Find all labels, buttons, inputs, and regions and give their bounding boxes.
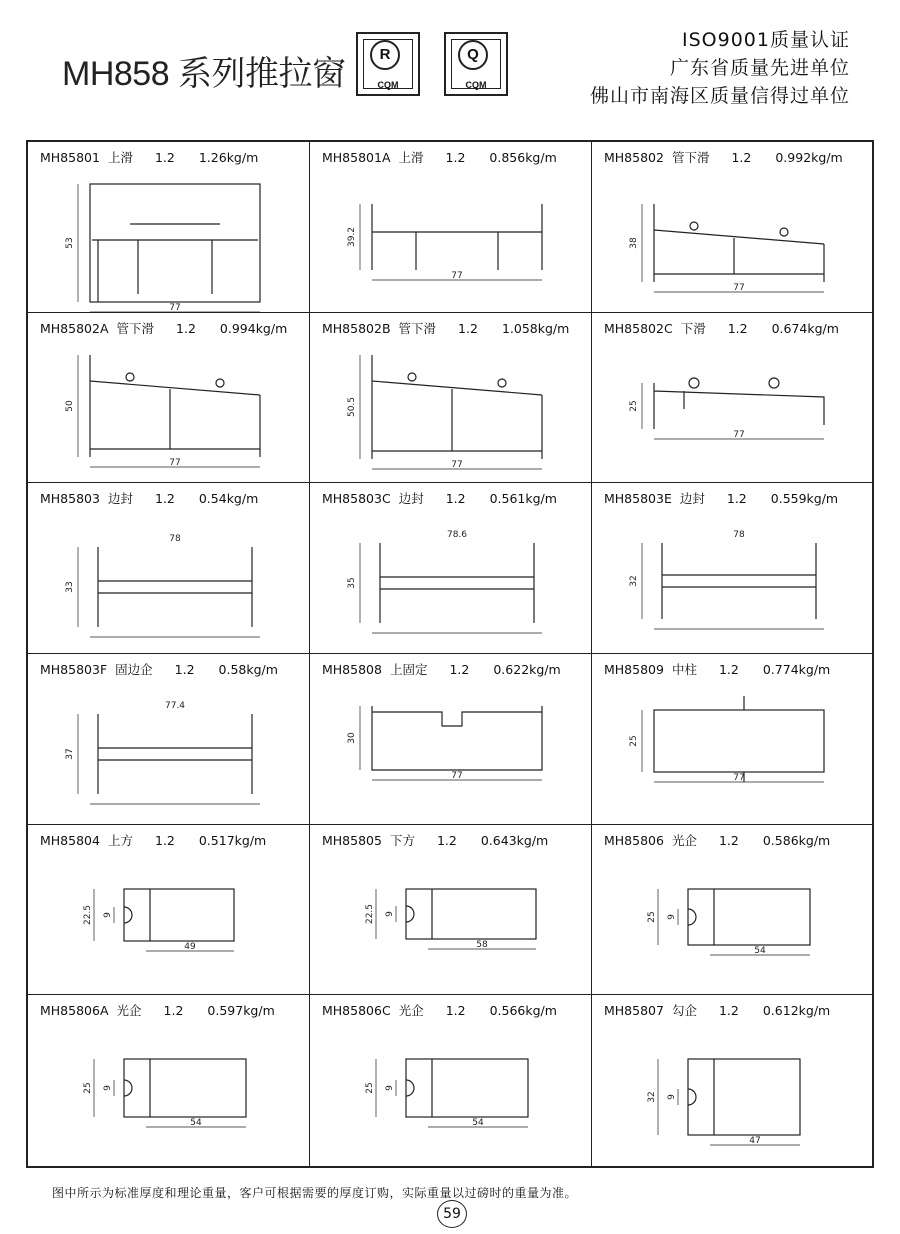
profile-thickness: 1.2 <box>458 320 478 336</box>
profile-code: MH85802B <box>322 320 391 336</box>
profile-name: 上滑 <box>398 150 424 165</box>
profile-name: 固边企 <box>115 662 153 677</box>
height-dimension: 25 <box>647 910 657 923</box>
height-dimension: 35 <box>347 577 357 590</box>
profile-caption <box>322 489 591 507</box>
profile-caption <box>40 489 309 507</box>
width-dimension: 77 <box>169 457 181 468</box>
profile-thickness: 1.2 <box>445 150 466 165</box>
profile-thickness: 1.2 <box>163 1003 184 1019</box>
width-dimension: 77.4 <box>164 701 186 711</box>
profile-drawing <box>406 889 536 939</box>
profile-weight: 0.994kg/m <box>219 320 288 336</box>
height-dimension: 25 <box>83 1082 93 1095</box>
profile-weight: 0.561kg/m <box>489 491 557 507</box>
profile-code: MH85802A <box>40 320 109 336</box>
profile-caption <box>40 319 309 337</box>
profile-code: MH85803C <box>322 491 391 507</box>
profile-cell <box>592 483 872 654</box>
profile-thickness: 1.2 <box>449 662 470 677</box>
width-dimension: 77 <box>451 271 463 281</box>
profile-section-drawing <box>592 166 872 312</box>
profile-weight: 0.597kg/m <box>207 1003 275 1019</box>
width-dimension: 77 <box>451 459 463 470</box>
profile-code: MH85809 <box>604 662 664 677</box>
height-dimension: 25 <box>365 1082 375 1095</box>
profile-weight: 0.566kg/m <box>489 1003 557 1019</box>
profile-weight: 0.622kg/m <box>493 662 561 677</box>
profile-section-drawing <box>28 166 310 312</box>
profile-cell <box>592 142 872 313</box>
profile-section-drawing <box>28 507 310 653</box>
profile-section-drawing <box>592 507 872 653</box>
profile-weight: 1.26kg/m <box>198 150 259 165</box>
cert-line: 佛山市南海区质量信得过单位 <box>589 85 850 107</box>
profile-section-drawing <box>310 166 592 312</box>
profile-section-drawing <box>28 678 310 824</box>
profile-code: MH85803 <box>40 491 100 507</box>
width-dimension: 54 <box>472 1118 484 1129</box>
profile-code: MH85804 <box>40 832 100 848</box>
page-number: 59 <box>437 1200 467 1228</box>
profile-caption <box>604 148 872 166</box>
width-dimension: 77 <box>169 303 181 312</box>
width-dimension: 49 <box>184 941 196 952</box>
profile-caption <box>40 831 309 849</box>
profile-weight: 0.612kg/m <box>762 1003 831 1019</box>
profile-drawing <box>654 204 824 282</box>
width-dimension: 58 <box>476 939 488 950</box>
profile-drawing <box>98 714 252 794</box>
profile-weight: 0.559kg/m <box>770 491 839 507</box>
profile-weight: 1.058kg/m <box>501 320 570 336</box>
height-dimension: 25 <box>629 399 639 412</box>
profile-caption <box>322 660 591 678</box>
profile-name: 上固定 <box>389 662 428 677</box>
profile-name: 下滑 <box>680 320 706 336</box>
profile-code: MH85806A <box>40 1003 109 1019</box>
profile-drawing <box>688 889 810 945</box>
profile-name: 光企 <box>398 1003 424 1019</box>
profile-drawing <box>372 355 542 459</box>
profile-cell <box>28 142 310 313</box>
profile-cell <box>310 995 592 1166</box>
profile-drawing <box>688 1059 800 1135</box>
profile-caption <box>322 319 591 337</box>
profile-drawing <box>124 1059 246 1117</box>
profile-caption <box>604 831 872 849</box>
height-dimension: 53 <box>65 237 75 249</box>
profile-cell <box>592 654 872 825</box>
profile-caption <box>322 831 591 849</box>
width-dimension: 77 <box>733 773 745 783</box>
profile-caption <box>322 148 591 166</box>
width-dimension: 47 <box>749 1136 761 1147</box>
profile-caption <box>604 660 872 678</box>
profile-drawing <box>654 378 824 429</box>
height-dimension: 38 <box>629 237 639 249</box>
profile-section-drawing <box>310 337 592 483</box>
profile-caption <box>40 660 309 678</box>
inner-dimension: 9 <box>385 910 395 917</box>
inner-dimension: 9 <box>667 913 677 920</box>
cert-line: ISO9001质量认证 <box>682 29 850 51</box>
profile-drawing <box>372 204 542 270</box>
profile-section-drawing <box>310 849 592 995</box>
profile-code: MH85803F <box>40 662 108 677</box>
profile-weight: 0.586kg/m <box>762 832 831 848</box>
profile-section-drawing <box>310 1019 592 1165</box>
width-dimension: 77 <box>451 771 463 781</box>
inner-dimension: 9 <box>103 911 113 918</box>
profile-cell <box>592 313 872 484</box>
profile-cell <box>592 825 872 996</box>
profile-weight: 0.643kg/m <box>480 832 549 848</box>
profile-weight: 0.54kg/m <box>198 491 259 507</box>
width-dimension: 77 <box>733 283 745 293</box>
profile-thickness: 1.2 <box>154 150 175 165</box>
cqm-q-logo: Q CQM <box>444 32 508 96</box>
profile-section-drawing <box>310 678 592 824</box>
profile-section-drawing <box>592 678 872 824</box>
width-dimension: 78.6 <box>446 530 468 541</box>
profile-section-drawing <box>592 849 872 995</box>
profile-cell <box>28 483 310 654</box>
profile-thickness: 1.2 <box>445 1003 466 1019</box>
profile-grid <box>26 140 874 1168</box>
profile-section-drawing <box>592 337 872 483</box>
profile-code: MH85807 <box>604 1003 664 1019</box>
profile-thickness: 1.2 <box>718 662 739 677</box>
profile-name: 边封 <box>679 491 705 507</box>
profile-drawing <box>90 184 260 302</box>
profile-section-drawing <box>592 1019 872 1165</box>
inner-dimension: 9 <box>667 1094 677 1101</box>
inner-dimension: 9 <box>103 1085 113 1092</box>
profile-name: 光企 <box>116 1003 142 1019</box>
profile-drawing <box>662 543 816 619</box>
profile-weight: 0.992kg/m <box>775 150 843 165</box>
profile-drawing <box>124 889 234 941</box>
profile-section-drawing <box>28 1019 310 1165</box>
profile-code: MH85802C <box>604 320 673 336</box>
height-dimension: 33 <box>65 581 75 594</box>
profile-cell <box>310 142 592 313</box>
profile-drawing <box>98 547 252 627</box>
profile-name: 管下滑 <box>398 320 437 336</box>
profile-caption <box>604 1001 872 1019</box>
height-dimension: 39.2 <box>347 226 357 248</box>
height-dimension: 22.5 <box>83 904 93 925</box>
profile-cell <box>28 313 310 484</box>
profile-weight: 0.774kg/m <box>762 662 831 677</box>
profile-code: MH85803E <box>604 491 672 507</box>
profile-weight: 0.517kg/m <box>198 832 267 848</box>
profile-name: 上方 <box>107 832 133 848</box>
cert-line: 广东省质量先进单位 <box>669 57 850 79</box>
height-dimension: 22.5 <box>365 903 375 924</box>
profile-thickness: 1.2 <box>718 832 739 848</box>
profile-name: 下方 <box>389 832 415 848</box>
profile-drawing <box>90 355 260 457</box>
profile-drawing <box>406 1059 528 1117</box>
profile-name: 光企 <box>671 832 697 848</box>
profile-cell <box>28 825 310 996</box>
profile-weight: 0.674kg/m <box>771 320 839 336</box>
profile-thickness: 1.2 <box>726 491 747 507</box>
profile-thickness: 1.2 <box>174 662 195 677</box>
profile-drawing <box>372 706 542 770</box>
profile-cell <box>310 654 592 825</box>
profile-caption <box>604 319 872 337</box>
profile-caption <box>322 1001 591 1019</box>
cqm-r-logo: R CQM <box>356 32 420 96</box>
profile-thickness: 1.2 <box>436 832 457 848</box>
profile-name: 边封 <box>398 491 424 507</box>
profile-name: 中柱 <box>671 662 697 677</box>
profile-name: 边封 <box>107 491 133 507</box>
height-dimension: 32 <box>647 1091 657 1104</box>
profile-cell <box>28 995 310 1166</box>
profile-code: MH85808 <box>322 662 382 677</box>
profile-name: 上滑 <box>107 150 133 165</box>
profile-code: MH85802 <box>604 150 664 165</box>
height-dimension: 37 <box>65 748 75 760</box>
profile-code: MH85801A <box>322 150 391 165</box>
profile-thickness: 1.2 <box>445 491 466 507</box>
profile-name: 管下滑 <box>116 320 155 336</box>
width-dimension: 54 <box>754 945 766 956</box>
profile-weight: 0.58kg/m <box>218 662 278 677</box>
profile-caption <box>40 148 309 166</box>
profile-weight: 0.856kg/m <box>489 150 557 165</box>
inner-dimension: 9 <box>385 1085 395 1092</box>
profile-cell <box>310 313 592 484</box>
profile-drawing <box>654 696 824 782</box>
profile-thickness: 1.2 <box>154 832 175 848</box>
profile-drawing <box>380 543 534 623</box>
width-dimension: 78 <box>169 534 181 545</box>
profile-section-drawing <box>28 337 310 483</box>
certifications <box>590 26 850 110</box>
height-dimension: 32 <box>629 575 639 588</box>
height-dimension: 30 <box>347 732 357 744</box>
width-dimension: 78 <box>733 530 745 541</box>
page-title: MH858 系列推拉窗 <box>62 55 346 93</box>
profile-caption <box>40 1001 309 1019</box>
profile-code: MH85806 <box>604 832 664 848</box>
profile-caption <box>604 489 872 507</box>
height-dimension: 50.5 <box>347 396 357 417</box>
height-dimension: 25 <box>629 735 639 747</box>
profile-cell <box>592 995 872 1166</box>
profile-thickness: 1.2 <box>154 491 175 507</box>
footer-note: 图中所示为标准厚度和理论重量，客户可根据需要的厚度订购，实际重量以过磅时的重量为准。 <box>52 1186 578 1200</box>
profile-section-drawing <box>310 507 592 653</box>
profile-section-drawing <box>28 849 310 995</box>
height-dimension: 50 <box>65 399 75 412</box>
profile-thickness: 1.2 <box>176 320 196 336</box>
profile-cell <box>310 483 592 654</box>
profile-cell <box>310 825 592 996</box>
profile-thickness: 1.2 <box>727 320 748 336</box>
profile-code: MH85805 <box>322 832 382 848</box>
profile-code: MH85801 <box>40 150 100 165</box>
profile-thickness: 1.2 <box>718 1003 739 1019</box>
profile-name: 管下滑 <box>671 150 710 165</box>
profile-code: MH85806C <box>322 1003 391 1019</box>
profile-thickness: 1.2 <box>731 150 752 165</box>
width-dimension: 54 <box>190 1118 202 1129</box>
width-dimension: 77 <box>733 429 745 440</box>
profile-cell <box>28 654 310 825</box>
profile-name: 勾企 <box>671 1003 697 1019</box>
